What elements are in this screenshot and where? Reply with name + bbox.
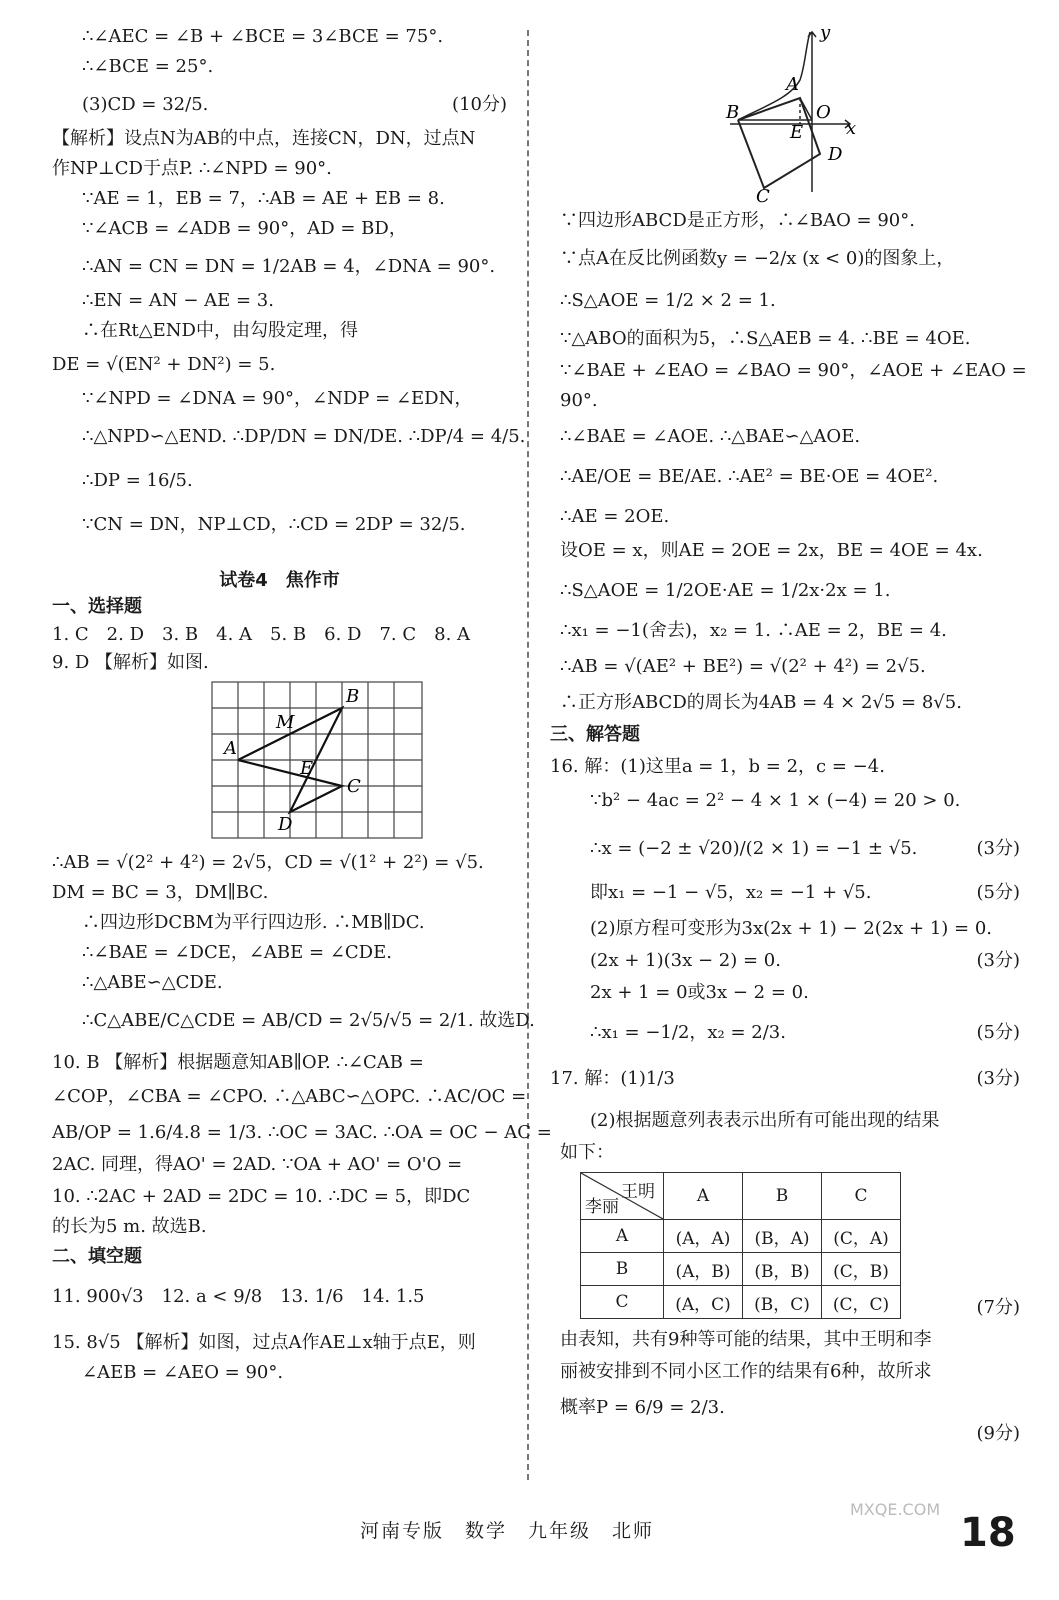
q17-heading: 17. 解：(1)1/3 [550, 1068, 675, 1089]
text-line [560, 1022, 1020, 1044]
column-divider [527, 30, 529, 1480]
score: (3分) [976, 838, 1020, 859]
left-column [52, 26, 552, 1384]
text-line: ∴四边形DCBM为平行四边形. ∴MB∥DC. [82, 912, 425, 933]
text-line: 10. B 【解析】根据题意知AB∥OP. ∴∠CAB = [52, 1052, 424, 1073]
col-header: C [822, 1173, 901, 1220]
fill-answers: 11. 900√3 12. a < 9/8 13. 1/6 14. 1.5 [52, 1286, 425, 1307]
page-number: 18 [960, 1510, 1016, 1556]
text-line: 概率P = 6/9 = 2/3. [560, 1397, 725, 1418]
text-line: 丽被安排到不同小区工作的结果有6种，故所求 [560, 1361, 932, 1382]
choice-answers: 1. C 2. D 3. B 4. A 5. B 6. D 7. C 8. A [52, 624, 471, 645]
text-line: ∵∠BAE + ∠EAO = ∠BAO = 90°，∠AOE + ∠EAO = [560, 360, 1027, 381]
text-line: ∴∠BAE = ∠DCE，∠ABE = ∠CDE. [82, 942, 392, 963]
text-line: ∴AN = CN = DN = 1/2AB = 4，∠DNA = 90°. [82, 256, 496, 277]
label-d: D [278, 814, 293, 835]
text-line: ∴EN = AN − AE = 3. [82, 290, 274, 311]
text-line: 如下： [560, 1142, 614, 1163]
text-line: ∵∠NPD = ∠DNA = 90°，∠NDP = ∠EDN， [82, 388, 473, 409]
q17-solution [550, 1068, 1020, 1445]
q16-line: 2x + 1 = 0或3x − 2 = 0. [590, 982, 809, 1003]
table-cell: (A，B) [664, 1253, 743, 1286]
text-line: ∴DP = 16/5. [82, 470, 193, 491]
text-line: ∴AB = √(2² + 4²) = 2√5，CD = √(1² + 2²) = √5. [52, 852, 484, 873]
text-line: ∴x₁ = −1(舍去)，x₂ = 1. ∴AE = 2，BE = 4. [560, 620, 947, 641]
right-column [550, 26, 1027, 1445]
table-cell: (C，B) [822, 1253, 901, 1286]
text-line: ∵∠ACB = ∠ADB = 90°，AD = BD， [82, 218, 407, 239]
score: (3分) [976, 950, 1020, 971]
label-o: O [816, 102, 831, 123]
table-cell: (B，B) [743, 1253, 822, 1286]
text-line: ∠COP，∠CBA = ∠CPO. ∴△ABC∽△OPC. ∴AC/OC = [52, 1086, 527, 1107]
text-line [560, 790, 1020, 812]
table-row [581, 1220, 901, 1253]
text-line: AB/OP = 1.6/4.8 = 1/3. ∴OC = 3AC. ∴OA = OC − AC = [52, 1122, 552, 1143]
text-line: ∴△NPD∽△END. ∴DP/DN = DN/DE. ∴DP/4 = 4/5. [82, 426, 526, 447]
text-line: 设OE = x，则AE = 2OE = 2x，BE = 4OE = 4x. [560, 540, 983, 561]
text-line [550, 1068, 1020, 1090]
text-line: ∴AE = 2OE. [560, 506, 670, 527]
text-line: 由表知，共有9种等可能的结果，其中王明和李 [560, 1329, 932, 1350]
label-a: A [224, 738, 237, 759]
row-header: B [581, 1253, 664, 1286]
text-line: ∴S△AOE = 1/2OE·AE = 1/2x·2x = 1. [560, 580, 891, 601]
label-a: A [786, 74, 799, 95]
label-b: B [726, 102, 740, 123]
table-cell: (B，C) [743, 1286, 822, 1319]
q10-analysis [52, 1052, 552, 1238]
text-line: (2)根据题意列表表示出所有可能出现的结果 [590, 1110, 940, 1131]
text-line: ∴AB = √(AE² + BE²) = √(2² + 4²) = 2√5. [560, 656, 926, 677]
label-d: D [828, 144, 843, 165]
table-cell: (B，A) [743, 1220, 822, 1253]
q3-answer: (3)CD = 32/5. [82, 94, 209, 115]
text-line: ∴△ABE∽△CDE. [82, 972, 223, 993]
text-line: ∴C△ABE/C△CDE = AB/CD = 2√5/√5 = 2/1. 故选D. [82, 1010, 535, 1031]
grid-figure [52, 678, 507, 848]
q16-line: ∴x₁ = −1/2，x₂ = 2/3. [590, 1022, 786, 1043]
text-line: DE = √(EN² + DN²) = 5. [52, 354, 276, 375]
table-cell: (C，C) [822, 1286, 901, 1319]
q16-solution [550, 756, 1020, 1044]
score: (10分) [452, 94, 507, 115]
text-line: ∵AE = 1，EB = 7，∴AB = AE + EB = 8. [82, 188, 445, 209]
text-line [560, 982, 1020, 1004]
score: (7分) [976, 1297, 1020, 1318]
footer-text: 河南专版 数学 九年级 北师 [360, 1520, 655, 1542]
q16-line: ∵b² − 4ac = 2² − 4 × 1 × (−4) = 20 > 0. [590, 790, 961, 811]
axis-y-label: y [820, 26, 831, 43]
text-line: 10. ∴2AC + 2AD = 2DC = 10. ∴DC = 5，即DC [52, 1186, 471, 1207]
table-row [581, 1173, 901, 1220]
section-heading: 一、选择题 [52, 596, 142, 617]
section-heading: 二、填空题 [52, 1246, 142, 1267]
text-line [52, 94, 507, 116]
score: (5分) [976, 882, 1020, 903]
table-cell: (A，C) [664, 1286, 743, 1319]
text-line: ∵四边形ABCD是正方形，∴∠BAO = 90°. [560, 210, 915, 231]
section-title: 试卷4 焦作市 [219, 570, 340, 591]
text-line: ∴∠BAE = ∠AOE. ∴△BAE∽△AOE. [560, 426, 861, 447]
coordinate-figure [550, 26, 1010, 206]
text-line: 作NP⊥CD于点P. ∴∠NPD = 90°. [52, 158, 332, 179]
text-line [550, 756, 1020, 778]
text-line: DM = BC = 3，DM∥BC. [52, 882, 269, 903]
q3-analysis [52, 128, 526, 536]
table-corner [581, 1173, 664, 1220]
q9-analysis [52, 852, 535, 1032]
text-line: ∴AE/OE = BE/AE. ∴AE² = BE·OE = 4OE². [560, 466, 939, 487]
label-e: E [790, 122, 804, 143]
text-line: 【解析】设点N为AB的中点，连接CN，DN，过点N [52, 128, 476, 149]
col-header: B [743, 1173, 822, 1220]
q16-line: (2)原方程可变形为3x(2x + 1) − 2(2x + 1) = 0. [590, 918, 993, 939]
text-line: 2AC. 同理，得AO' = 2AD. ∵OA + AO' = O'O = [52, 1154, 463, 1175]
label-e: E [300, 758, 314, 779]
q15-analysis [560, 210, 1027, 714]
text-line: ∴S△AOE = 1/2 × 2 = 1. [560, 290, 776, 311]
q16-line: ∴x = (−2 ± √20)/(2 × 1) = −1 ± √5. [590, 838, 918, 859]
text-line [560, 882, 1020, 904]
text-line: ∴∠BCE = 25°. [82, 56, 214, 77]
text-line: ∵CN = DN，NP⊥CD，∴CD = 2DP = 32/5. [82, 514, 466, 535]
text-line: ∠AEB = ∠AEO = 90°. [82, 1362, 284, 1383]
result-table [580, 1172, 901, 1319]
score: (5分) [976, 1022, 1020, 1043]
text-line: ∵点A在反比例函数y = −2/x (x < 0)的图象上， [560, 248, 955, 269]
label-c: C [347, 776, 361, 797]
text-line [560, 950, 1020, 972]
text-line: ∴在Rt△END中，由勾股定理，得 [82, 320, 358, 341]
q16-line: (2x + 1)(3x − 2) = 0. [590, 950, 781, 971]
text-line: 15. 8√5 【解析】如图，过点A作AE⊥x轴于点E，则 [52, 1332, 476, 1353]
watermark: MXQE.COM [850, 1500, 941, 1519]
row-header: A [581, 1220, 664, 1253]
q16-line: 16. 解：(1)这里a = 1，b = 2，c = −4. [550, 756, 885, 777]
score: (3分) [976, 1068, 1020, 1089]
table-cell: (A，A) [664, 1220, 743, 1253]
text-line [560, 838, 1020, 860]
table-row [581, 1253, 901, 1286]
q9-heading: 9. D 【解析】如图. [52, 652, 209, 673]
text-line: ∵△ABO的面积为5，∴S△AEB = 4. ∴BE = 4OE. [560, 328, 971, 349]
result-table-wrap [580, 1172, 1020, 1319]
row-header: C [581, 1286, 664, 1319]
table-cell: (C，A) [822, 1220, 901, 1253]
corner-top-label: 王明 [621, 1182, 655, 1202]
col-header: A [664, 1173, 743, 1220]
label-c: C [756, 186, 770, 206]
text-line: 90°. [560, 390, 598, 411]
score: (9分) [976, 1423, 1020, 1444]
corner-bottom-label: 李丽 [585, 1197, 619, 1217]
text-line [560, 918, 1020, 940]
text-line: ∴正方形ABCD的周长为4AB = 4 × 2√5 = 8√5. [560, 692, 962, 713]
axis-x-label: x [846, 118, 857, 139]
q16-line: 即x₁ = −1 − √5，x₂ = −1 + √5. [590, 882, 872, 903]
label-m: M [276, 712, 295, 733]
text-line: ∴∠AEC = ∠B + ∠BCE = 3∠BCE = 75°. [82, 26, 444, 47]
section-heading: 三、解答题 [550, 724, 640, 745]
label-b: B [346, 686, 360, 707]
text-line: 的长为5 m. 故选B. [52, 1216, 207, 1237]
table-row [581, 1286, 901, 1319]
